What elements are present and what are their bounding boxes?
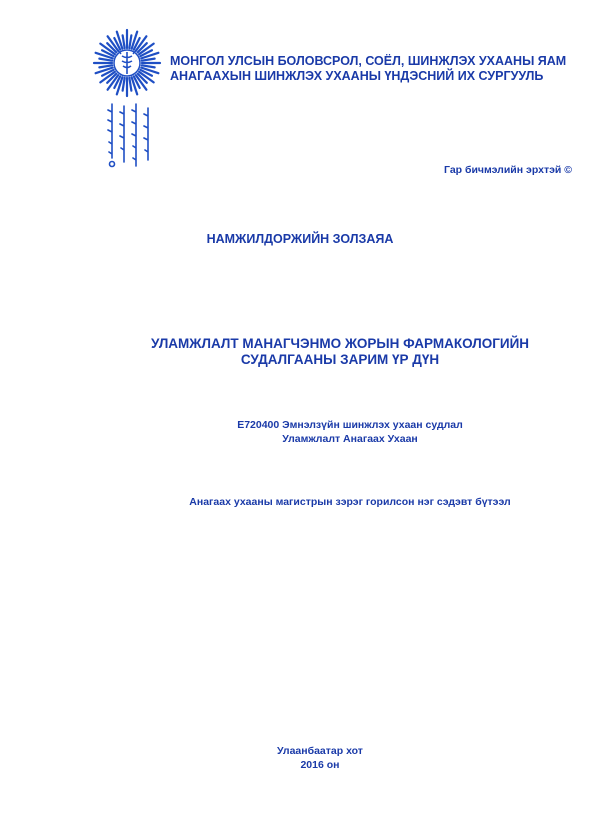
thesis-title-line-1: УЛАМЖЛАЛТ МАНАГЧЭНМО ЖОРЫН ФАРМАКОЛОГИЙН: [150, 336, 530, 351]
specialty-field: Уламжлалт Анагаах Ухаан: [282, 433, 418, 445]
emblem-ray: [99, 59, 112, 61]
thesis-title-line-2: СУДАЛГААНЫ ЗАРИМ ҮР ДҮН: [240, 352, 440, 367]
emblem-ray: [123, 78, 125, 91]
mongolian-script-emblem: [100, 100, 160, 172]
ministry-name: МОНГОЛ УЛСЫН БОЛОВСРОЛ, СОЁЛ, ШИНЖЛЭХ УХААНЫ ЯАМ: [170, 54, 567, 68]
author-name: НАМЖИЛДОРЖИЙН ЗОЛЗАЯА: [206, 232, 394, 246]
emblem-ray: [142, 65, 155, 67]
place-and-year: [100, 744, 540, 772]
emblem-ray: [129, 35, 131, 48]
institution-header: [170, 54, 590, 84]
year: 2016 он: [300, 759, 340, 771]
emblem-ray: [99, 65, 112, 67]
emblem-ray: [123, 35, 125, 48]
specialty-code: E720400 Эмнэлзүйн шинжлэх ухаан судлал: [237, 419, 463, 431]
university-name: АНАГААХЫН ШИНЖЛЭХ УХААНЫ ҮНДЭСНИЙ ИХ СУРГУУЛЬ: [170, 69, 544, 83]
emblem-ray: [129, 78, 131, 91]
city: Улаанбаатар хот: [277, 745, 363, 757]
specialty-block: [130, 418, 570, 446]
thesis-title: [120, 336, 560, 368]
degree-note: Анагаах ухааны магистрын зэрэг горилсон нэг сэдэвт бүтээл: [189, 496, 511, 508]
emblem-ray: [142, 59, 155, 61]
university-emblem-icon: [92, 28, 162, 98]
copyright-note: Гар бичмэлийн эрхтэй ©: [444, 164, 572, 176]
